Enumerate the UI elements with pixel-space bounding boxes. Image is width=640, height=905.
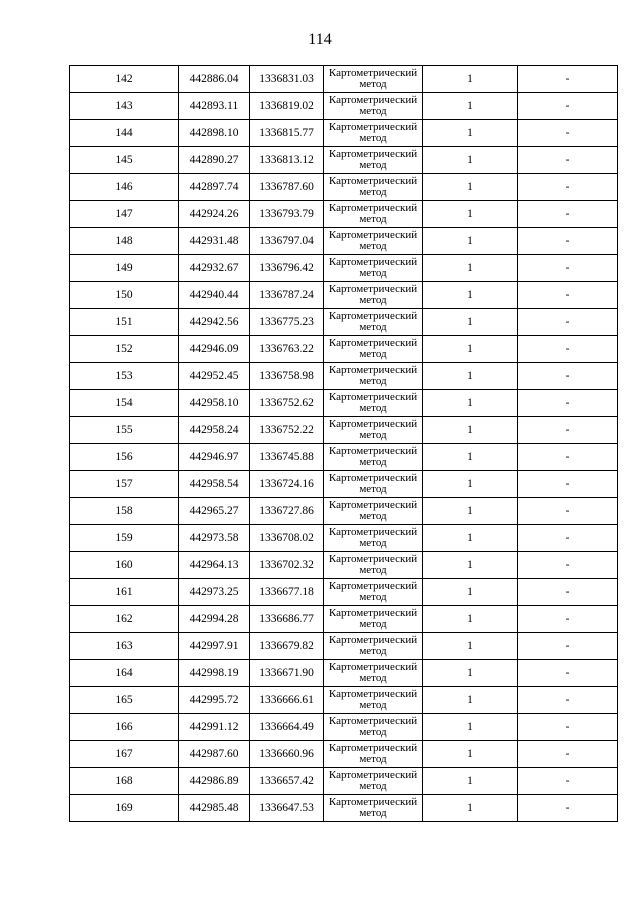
method-line-1: Картометрический bbox=[328, 472, 418, 484]
x-coordinate-cell: 442994.28 bbox=[179, 606, 250, 633]
point-number-cell: 157 bbox=[70, 471, 179, 498]
count-cell: 1 bbox=[423, 687, 518, 714]
x-coordinate-cell: 442931.48 bbox=[179, 228, 250, 255]
x-coordinate-cell: 442998.19 bbox=[179, 660, 250, 687]
method-line-1: Картометрический bbox=[328, 256, 418, 268]
method-line-2: метод bbox=[359, 429, 387, 441]
note-cell: - bbox=[518, 714, 618, 741]
point-number-cell: 142 bbox=[70, 66, 179, 93]
note-cell: - bbox=[518, 417, 618, 444]
x-coordinate-cell: 442958.24 bbox=[179, 417, 250, 444]
method-cell bbox=[324, 336, 423, 363]
point-number-cell: 148 bbox=[70, 228, 179, 255]
table-row bbox=[70, 444, 618, 471]
y-coordinate-cell: 1336677.18 bbox=[250, 579, 324, 606]
point-number-cell: 155 bbox=[70, 417, 179, 444]
method-line-2: метод bbox=[359, 240, 387, 252]
method-cell bbox=[324, 687, 423, 714]
note-cell: - bbox=[518, 147, 618, 174]
method-cell bbox=[324, 498, 423, 525]
note-cell: - bbox=[518, 660, 618, 687]
point-number-cell: 154 bbox=[70, 390, 179, 417]
point-number-cell: 147 bbox=[70, 201, 179, 228]
x-coordinate-cell: 442946.97 bbox=[179, 444, 250, 471]
point-number-cell: 149 bbox=[70, 255, 179, 282]
table-row bbox=[70, 633, 618, 660]
x-coordinate-cell: 442890.27 bbox=[179, 147, 250, 174]
method-line-2: метод bbox=[359, 213, 387, 225]
x-coordinate-cell: 442940.44 bbox=[179, 282, 250, 309]
x-coordinate-cell: 442952.45 bbox=[179, 363, 250, 390]
point-number-cell: 151 bbox=[70, 309, 179, 336]
method-line-2: метод bbox=[359, 456, 387, 468]
point-number-cell: 168 bbox=[70, 768, 179, 795]
point-number-cell: 162 bbox=[70, 606, 179, 633]
method-line-1: Картометрический bbox=[328, 121, 418, 133]
y-coordinate-cell: 1336813.12 bbox=[250, 147, 324, 174]
method-line-2: метод bbox=[359, 564, 387, 576]
method-line-1: Картометрический bbox=[328, 283, 418, 295]
x-coordinate-cell: 442958.54 bbox=[179, 471, 250, 498]
count-cell: 1 bbox=[423, 633, 518, 660]
note-cell: - bbox=[518, 228, 618, 255]
x-coordinate-cell: 442893.11 bbox=[179, 93, 250, 120]
y-coordinate-cell: 1336775.23 bbox=[250, 309, 324, 336]
count-cell: 1 bbox=[423, 498, 518, 525]
method-line-2: метод bbox=[359, 186, 387, 198]
note-cell: - bbox=[518, 93, 618, 120]
note-cell: - bbox=[518, 255, 618, 282]
note-cell: - bbox=[518, 174, 618, 201]
note-cell: - bbox=[518, 471, 618, 498]
method-line-1: Картометрический bbox=[328, 526, 418, 538]
count-cell: 1 bbox=[423, 66, 518, 93]
y-coordinate-cell: 1336671.90 bbox=[250, 660, 324, 687]
method-cell bbox=[324, 363, 423, 390]
method-cell bbox=[324, 174, 423, 201]
method-cell bbox=[324, 525, 423, 552]
table-row bbox=[70, 660, 618, 687]
y-coordinate-cell: 1336702.32 bbox=[250, 552, 324, 579]
count-cell: 1 bbox=[423, 741, 518, 768]
method-line-2: метод bbox=[359, 483, 387, 495]
count-cell: 1 bbox=[423, 174, 518, 201]
note-cell: - bbox=[518, 768, 618, 795]
method-line-1: Картометрический bbox=[328, 337, 418, 349]
point-number-cell: 156 bbox=[70, 444, 179, 471]
point-number-cell: 143 bbox=[70, 93, 179, 120]
method-cell bbox=[324, 309, 423, 336]
point-number-cell: 158 bbox=[70, 498, 179, 525]
x-coordinate-cell: 442958.10 bbox=[179, 390, 250, 417]
method-line-2: метод bbox=[359, 780, 387, 792]
method-line-1: Картометрический bbox=[328, 202, 418, 214]
y-coordinate-cell: 1336752.22 bbox=[250, 417, 324, 444]
method-line-2: метод bbox=[359, 132, 387, 144]
table-row bbox=[70, 390, 618, 417]
method-line-2: метод bbox=[359, 807, 387, 819]
method-cell bbox=[324, 660, 423, 687]
count-cell: 1 bbox=[423, 471, 518, 498]
y-coordinate-cell: 1336664.49 bbox=[250, 714, 324, 741]
point-number-cell: 161 bbox=[70, 579, 179, 606]
count-cell: 1 bbox=[423, 525, 518, 552]
x-coordinate-cell: 442987.60 bbox=[179, 741, 250, 768]
method-cell bbox=[324, 795, 423, 822]
note-cell: - bbox=[518, 390, 618, 417]
method-line-2: метод bbox=[359, 402, 387, 414]
count-cell: 1 bbox=[423, 336, 518, 363]
table-row bbox=[70, 714, 618, 741]
y-coordinate-cell: 1336724.16 bbox=[250, 471, 324, 498]
method-line-2: метод bbox=[359, 510, 387, 522]
y-coordinate-cell: 1336660.96 bbox=[250, 741, 324, 768]
note-cell: - bbox=[518, 579, 618, 606]
method-cell bbox=[324, 255, 423, 282]
point-number-cell: 153 bbox=[70, 363, 179, 390]
method-line-1: Картометрический bbox=[328, 391, 418, 403]
table-row bbox=[70, 579, 618, 606]
method-line-2: метод bbox=[359, 591, 387, 603]
note-cell: - bbox=[518, 606, 618, 633]
page-number: 114 bbox=[308, 31, 332, 48]
count-cell: 1 bbox=[423, 714, 518, 741]
count-cell: 1 bbox=[423, 768, 518, 795]
method-cell bbox=[324, 282, 423, 309]
x-coordinate-cell: 442942.56 bbox=[179, 309, 250, 336]
note-cell: - bbox=[518, 444, 618, 471]
method-cell bbox=[324, 228, 423, 255]
count-cell: 1 bbox=[423, 579, 518, 606]
method-line-1: Картометрический bbox=[328, 607, 418, 619]
table-row bbox=[70, 93, 618, 120]
note-cell: - bbox=[518, 309, 618, 336]
method-line-1: Картометрический bbox=[328, 715, 418, 727]
method-line-1: Картометрический bbox=[328, 364, 418, 376]
y-coordinate-cell: 1336708.02 bbox=[250, 525, 324, 552]
method-line-2: метод bbox=[359, 375, 387, 387]
method-line-1: Картометрический bbox=[328, 742, 418, 754]
point-number-cell: 159 bbox=[70, 525, 179, 552]
y-coordinate-cell: 1336815.77 bbox=[250, 120, 324, 147]
count-cell: 1 bbox=[423, 201, 518, 228]
method-line-2: метод bbox=[359, 294, 387, 306]
table-row bbox=[70, 687, 618, 714]
method-line-1: Картометрический bbox=[328, 175, 418, 187]
method-line-2: метод bbox=[359, 726, 387, 738]
method-line-1: Картометрический bbox=[328, 445, 418, 457]
table-row bbox=[70, 174, 618, 201]
method-line-1: Картометрический bbox=[328, 661, 418, 673]
count-cell: 1 bbox=[423, 228, 518, 255]
method-line-1: Картометрический bbox=[328, 688, 418, 700]
count-cell: 1 bbox=[423, 255, 518, 282]
table-row bbox=[70, 255, 618, 282]
method-line-2: метод bbox=[359, 78, 387, 90]
coordinates-table bbox=[69, 65, 618, 822]
point-number-cell: 160 bbox=[70, 552, 179, 579]
method-line-2: метод bbox=[359, 105, 387, 117]
point-number-cell: 145 bbox=[70, 147, 179, 174]
point-number-cell: 146 bbox=[70, 174, 179, 201]
count-cell: 1 bbox=[423, 390, 518, 417]
x-coordinate-cell: 442932.67 bbox=[179, 255, 250, 282]
note-cell: - bbox=[518, 66, 618, 93]
point-number-cell: 166 bbox=[70, 714, 179, 741]
method-line-2: метод bbox=[359, 618, 387, 630]
table-row bbox=[70, 417, 618, 444]
method-line-1: Картометрический bbox=[328, 418, 418, 430]
method-line-2: метод bbox=[359, 753, 387, 765]
x-coordinate-cell: 442898.10 bbox=[179, 120, 250, 147]
note-cell: - bbox=[518, 336, 618, 363]
method-line-1: Картометрический bbox=[328, 634, 418, 646]
table-row bbox=[70, 147, 618, 174]
table-row bbox=[70, 768, 618, 795]
method-line-1: Картометрический bbox=[328, 499, 418, 511]
method-cell bbox=[324, 606, 423, 633]
x-coordinate-cell: 442991.12 bbox=[179, 714, 250, 741]
y-coordinate-cell: 1336796.42 bbox=[250, 255, 324, 282]
count-cell: 1 bbox=[423, 147, 518, 174]
method-cell bbox=[324, 93, 423, 120]
count-cell: 1 bbox=[423, 795, 518, 822]
note-cell: - bbox=[518, 795, 618, 822]
point-number-cell: 169 bbox=[70, 795, 179, 822]
count-cell: 1 bbox=[423, 363, 518, 390]
y-coordinate-cell: 1336727.86 bbox=[250, 498, 324, 525]
y-coordinate-cell: 1336819.02 bbox=[250, 93, 324, 120]
table-row bbox=[70, 525, 618, 552]
method-line-1: Картометрический bbox=[328, 796, 418, 808]
count-cell: 1 bbox=[423, 93, 518, 120]
count-cell: 1 bbox=[423, 444, 518, 471]
table-row bbox=[70, 795, 618, 822]
table-row bbox=[70, 309, 618, 336]
note-cell: - bbox=[518, 201, 618, 228]
x-coordinate-cell: 442965.27 bbox=[179, 498, 250, 525]
method-cell bbox=[324, 579, 423, 606]
table-row bbox=[70, 201, 618, 228]
table-row bbox=[70, 498, 618, 525]
note-cell: - bbox=[518, 498, 618, 525]
method-line-1: Картометрический bbox=[328, 769, 418, 781]
table-row bbox=[70, 552, 618, 579]
y-coordinate-cell: 1336758.98 bbox=[250, 363, 324, 390]
method-cell bbox=[324, 633, 423, 660]
table-row bbox=[70, 363, 618, 390]
table-body bbox=[70, 66, 618, 822]
method-line-2: метод bbox=[359, 672, 387, 684]
method-line-1: Картометрический bbox=[328, 580, 418, 592]
count-cell: 1 bbox=[423, 120, 518, 147]
point-number-cell: 152 bbox=[70, 336, 179, 363]
method-cell bbox=[324, 120, 423, 147]
method-cell bbox=[324, 66, 423, 93]
method-cell bbox=[324, 147, 423, 174]
count-cell: 1 bbox=[423, 309, 518, 336]
x-coordinate-cell: 442973.58 bbox=[179, 525, 250, 552]
count-cell: 1 bbox=[423, 417, 518, 444]
table-row bbox=[70, 471, 618, 498]
point-number-cell: 150 bbox=[70, 282, 179, 309]
note-cell: - bbox=[518, 741, 618, 768]
y-coordinate-cell: 1336797.04 bbox=[250, 228, 324, 255]
point-number-cell: 144 bbox=[70, 120, 179, 147]
method-line-2: метод bbox=[359, 267, 387, 279]
y-coordinate-cell: 1336686.77 bbox=[250, 606, 324, 633]
method-line-1: Картометрический bbox=[328, 310, 418, 322]
x-coordinate-cell: 442986.89 bbox=[179, 768, 250, 795]
method-cell bbox=[324, 417, 423, 444]
method-line-2: метод bbox=[359, 321, 387, 333]
method-line-1: Картометрический bbox=[328, 94, 418, 106]
table-row bbox=[70, 741, 618, 768]
method-line-1: Картометрический bbox=[328, 148, 418, 160]
y-coordinate-cell: 1336793.79 bbox=[250, 201, 324, 228]
note-cell: - bbox=[518, 282, 618, 309]
note-cell: - bbox=[518, 552, 618, 579]
x-coordinate-cell: 442924.26 bbox=[179, 201, 250, 228]
method-line-2: метод bbox=[359, 159, 387, 171]
y-coordinate-cell: 1336647.53 bbox=[250, 795, 324, 822]
y-coordinate-cell: 1336745.88 bbox=[250, 444, 324, 471]
count-cell: 1 bbox=[423, 660, 518, 687]
x-coordinate-cell: 442964.13 bbox=[179, 552, 250, 579]
method-line-2: метод bbox=[359, 537, 387, 549]
x-coordinate-cell: 442985.48 bbox=[179, 795, 250, 822]
table-row bbox=[70, 120, 618, 147]
table-row bbox=[70, 336, 618, 363]
method-line-1: Картометрический bbox=[328, 553, 418, 565]
method-cell bbox=[324, 714, 423, 741]
method-line-1: Картометрический bbox=[328, 67, 418, 79]
note-cell: - bbox=[518, 363, 618, 390]
table-row bbox=[70, 66, 618, 93]
x-coordinate-cell: 442886.04 bbox=[179, 66, 250, 93]
note-cell: - bbox=[518, 525, 618, 552]
method-cell bbox=[324, 741, 423, 768]
note-cell: - bbox=[518, 633, 618, 660]
y-coordinate-cell: 1336787.60 bbox=[250, 174, 324, 201]
note-cell: - bbox=[518, 687, 618, 714]
method-cell bbox=[324, 390, 423, 417]
x-coordinate-cell: 442995.72 bbox=[179, 687, 250, 714]
y-coordinate-cell: 1336679.82 bbox=[250, 633, 324, 660]
point-number-cell: 163 bbox=[70, 633, 179, 660]
method-cell bbox=[324, 552, 423, 579]
y-coordinate-cell: 1336763.22 bbox=[250, 336, 324, 363]
method-line-2: метод bbox=[359, 699, 387, 711]
table-row bbox=[70, 228, 618, 255]
point-number-cell: 165 bbox=[70, 687, 179, 714]
note-cell: - bbox=[518, 120, 618, 147]
y-coordinate-cell: 1336657.42 bbox=[250, 768, 324, 795]
count-cell: 1 bbox=[423, 282, 518, 309]
method-line-1: Картометрический bbox=[328, 229, 418, 241]
x-coordinate-cell: 442997.91 bbox=[179, 633, 250, 660]
table-row bbox=[70, 606, 618, 633]
x-coordinate-cell: 442946.09 bbox=[179, 336, 250, 363]
method-cell bbox=[324, 444, 423, 471]
y-coordinate-cell: 1336787.24 bbox=[250, 282, 324, 309]
y-coordinate-cell: 1336666.61 bbox=[250, 687, 324, 714]
method-line-2: метод bbox=[359, 348, 387, 360]
method-cell bbox=[324, 201, 423, 228]
point-number-cell: 167 bbox=[70, 741, 179, 768]
table-row bbox=[70, 282, 618, 309]
x-coordinate-cell: 442973.25 bbox=[179, 579, 250, 606]
method-cell bbox=[324, 768, 423, 795]
method-cell bbox=[324, 471, 423, 498]
x-coordinate-cell: 442897.74 bbox=[179, 174, 250, 201]
y-coordinate-cell: 1336831.03 bbox=[250, 66, 324, 93]
y-coordinate-cell: 1336752.62 bbox=[250, 390, 324, 417]
method-line-2: метод bbox=[359, 645, 387, 657]
count-cell: 1 bbox=[423, 606, 518, 633]
point-number-cell: 164 bbox=[70, 660, 179, 687]
count-cell: 1 bbox=[423, 552, 518, 579]
